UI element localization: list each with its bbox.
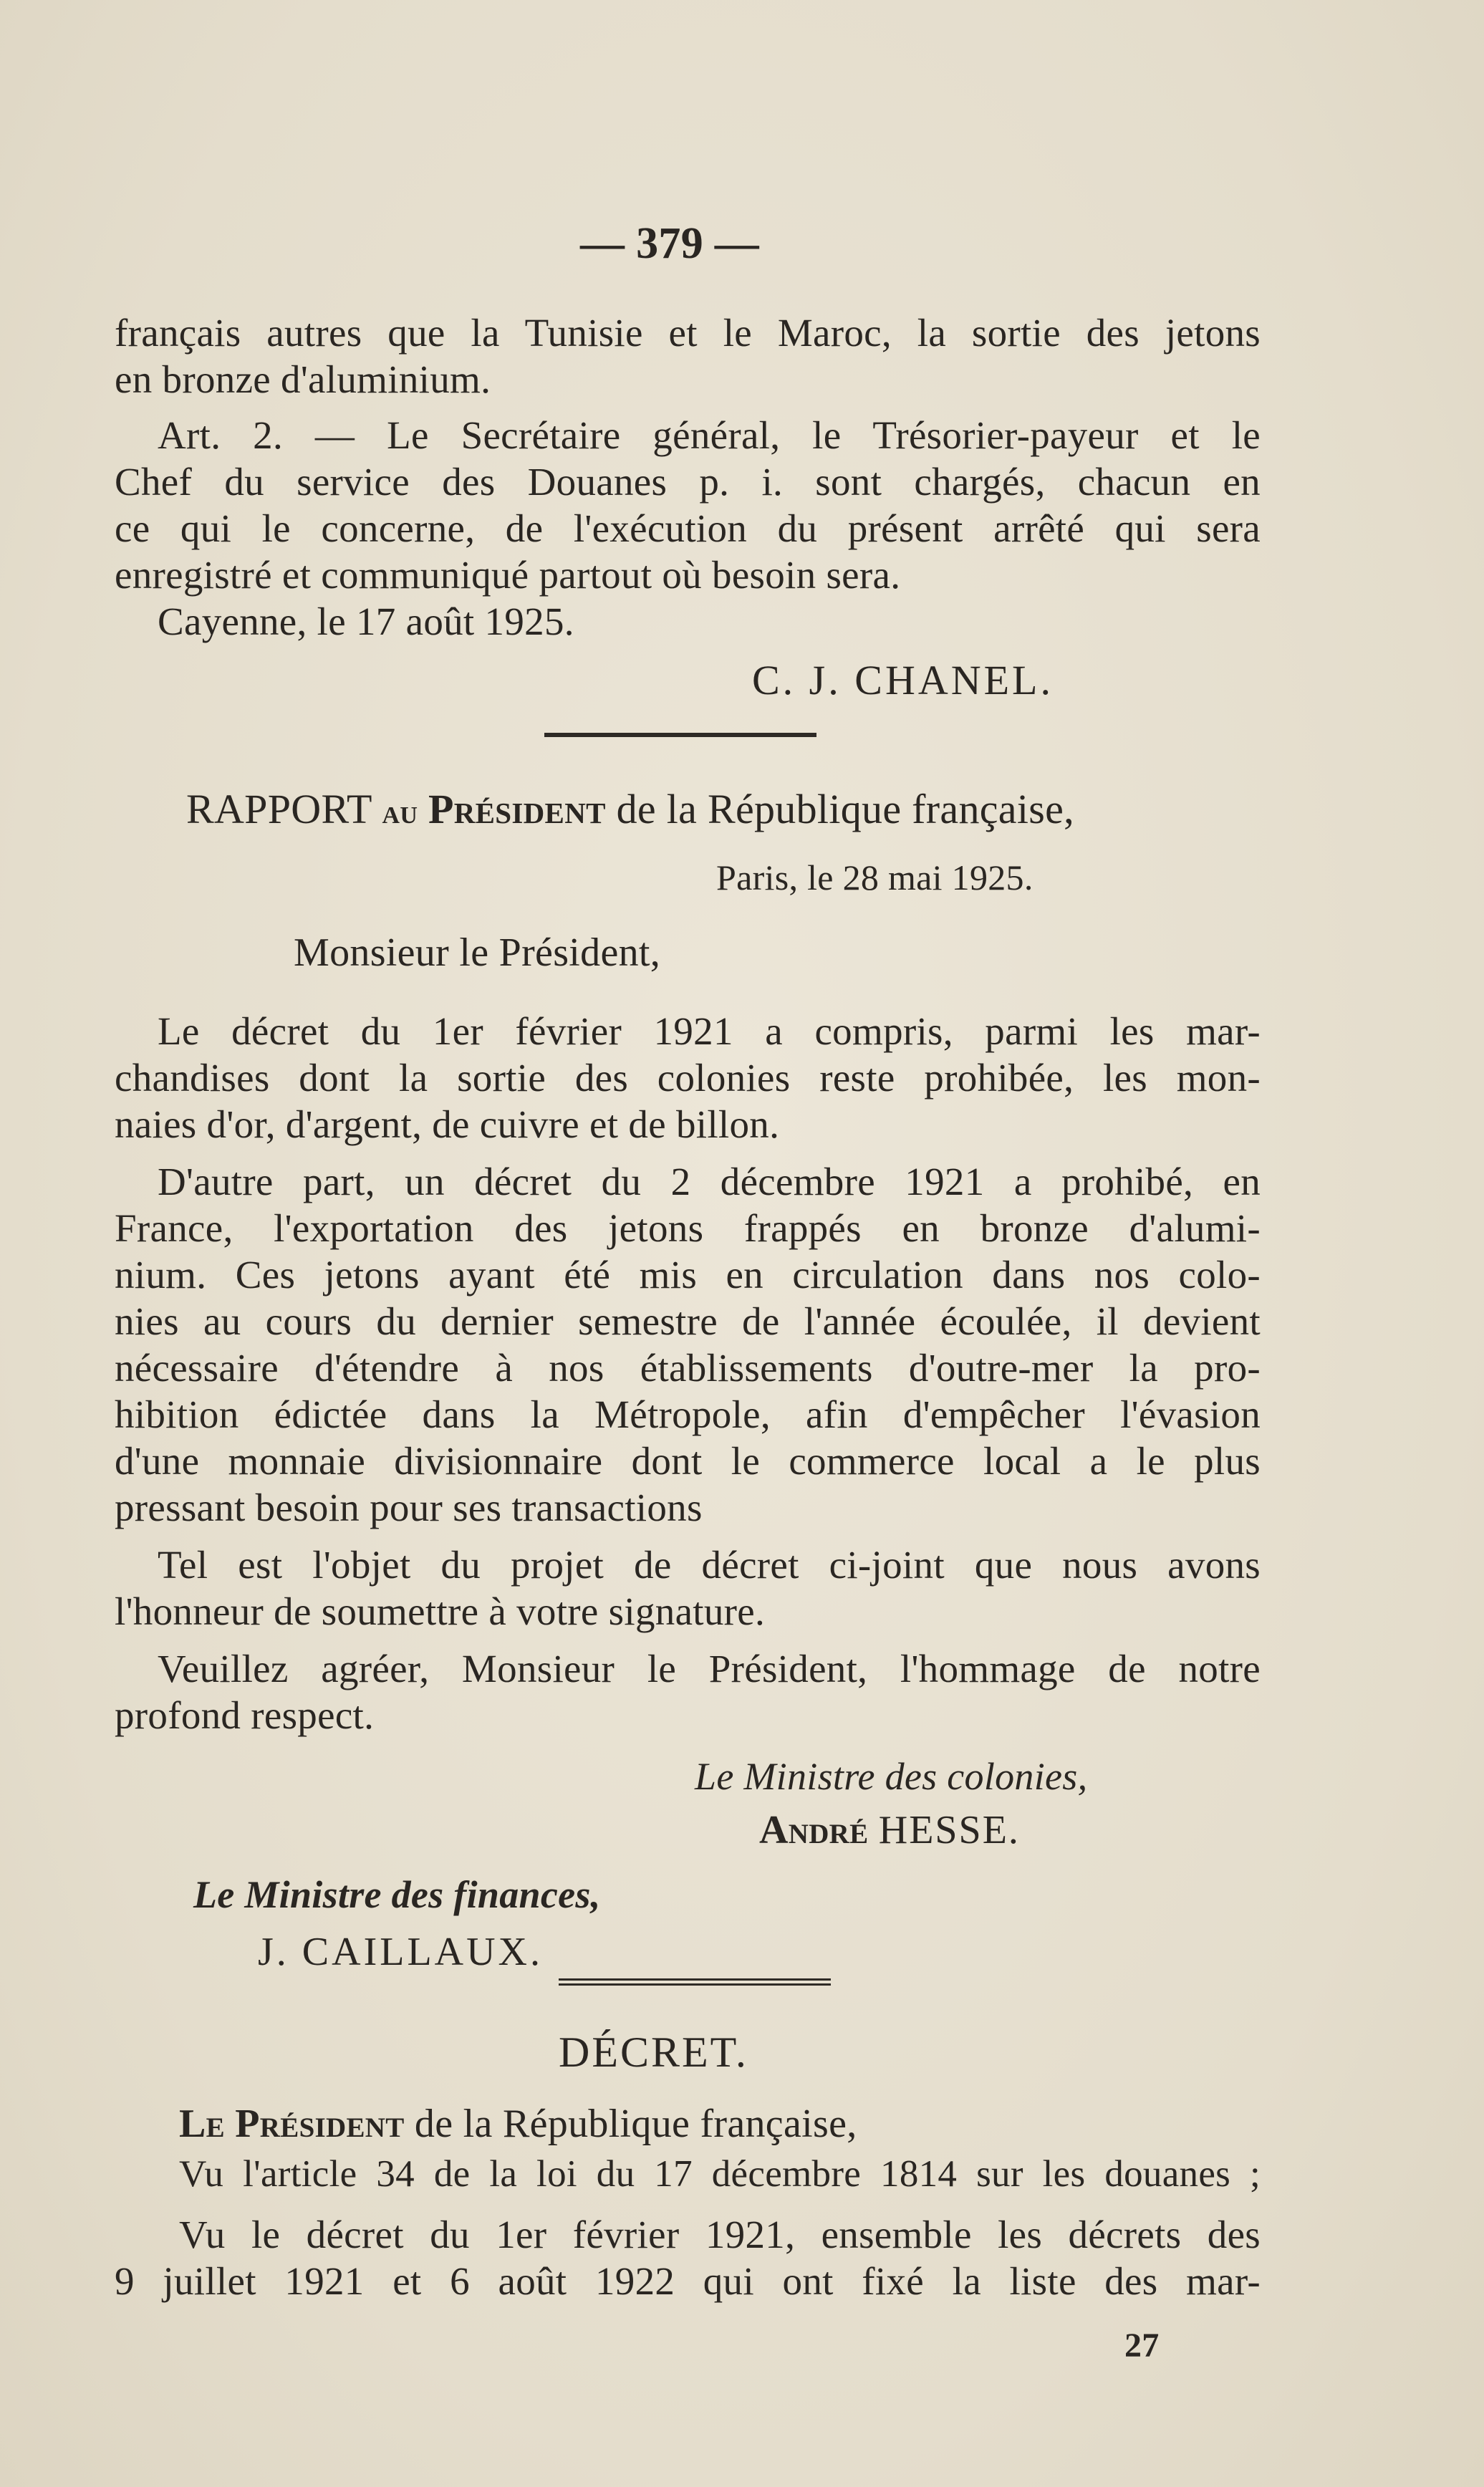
text-line: Le décret du 1er février 1921 a compris, parmi les mar- (158, 1009, 1261, 1053)
minister-colonies-title: Le Ministre des colonies, (695, 1755, 1088, 1798)
text-line: nies au cours du dernier semestre de l'année écoulée, il devient (115, 1299, 1261, 1343)
double-divider (559, 1978, 831, 1986)
place-date: Cayenne, le 17 août 1925. (158, 600, 574, 643)
text-line: ce qui le concerne, de l'exécution du présent arrêté qui sera (115, 506, 1261, 550)
rapport-word: RAPPORT (186, 786, 372, 832)
divider (544, 733, 816, 737)
text-line: nium. Ces jetons ayant été mis en circulation dans nos colo- (115, 1253, 1261, 1297)
text-line: nécessaire d'étendre à nos établissements d'outre-mer la pro- (115, 1346, 1261, 1390)
minister-finances-title: Le Ministre des finances, (193, 1873, 601, 1916)
text-line: Chef du service des Douanes p. i. sont chargés, chacun en (115, 460, 1261, 504)
text-line: français autres que la Tunisie et le Maroc, la sortie des jetons (115, 311, 1261, 355)
minister-colonies-last: HESSE. (878, 1808, 1020, 1852)
decret-president: Président (235, 2102, 405, 2146)
decret-le: Le (179, 2102, 225, 2146)
text-line: D'autre part, un décret du 2 décembre 1921 a prohibé, en (158, 1160, 1261, 1203)
text-line: profond respect. (115, 1693, 375, 1737)
text-line: France, l'exportation des jetons frappés en bronze d'alumi- (115, 1206, 1261, 1250)
text-line: Vu le décret du 1er février 1921, ensemble les décrets des (179, 2213, 1261, 2256)
text-line: 9 juillet 1921 et 6 août 1922 qui ont fixé la liste des mar- (115, 2259, 1261, 2303)
rapport-heading (186, 788, 1074, 834)
decret-preamble (179, 2102, 857, 2145)
decret-rest: de la République française, (414, 2102, 857, 2146)
rapport-au: au (382, 793, 418, 831)
rapport-date: Paris, le 28 mai 1925. (716, 857, 1034, 898)
signatory: C. J. CHANEL. (752, 657, 1054, 703)
text-line: pressant besoin pour ses transactions (115, 1486, 703, 1529)
salutation: Monsieur le Président, (294, 930, 661, 975)
minister-colonies-name (759, 1809, 1020, 1852)
text-line: hibition édictée dans la Métropole, afin d'empêcher l'évasion (115, 1392, 1261, 1436)
rapport-rest: de la République française, (616, 786, 1074, 832)
text-line: l'honneur de soumettre à votre signature. (115, 1589, 766, 1633)
text-line: naies d'or, d'argent, de cuivre et de billon. (115, 1102, 780, 1146)
page-number: — 379 — (580, 219, 760, 268)
text-line: Vu l'article 34 de la loi du 17 décembre 1814 sur les douanes ; (179, 2153, 1261, 2195)
signature-mark: 27 (1124, 2327, 1160, 2365)
text-line: chandises dont la sortie des colonies reste prohibée, les mon- (115, 1056, 1261, 1100)
text-line: Art. 2. — Le Secrétaire général, le Trésorier-payeur et le (158, 413, 1261, 457)
minister-colonies-first: André (759, 1808, 869, 1852)
text-line: d'une monnaie divisionnaire dont le commerce local a le plus (115, 1439, 1261, 1483)
text-line: Veuillez agréer, Monsieur le Président, l'hommage de notre (158, 1647, 1261, 1690)
text-line: en bronze d'aluminium. (115, 357, 491, 401)
decret-title: DÉCRET. (559, 2029, 748, 2076)
text-line: enregistré et communiqué partout où besoin sera. (115, 553, 901, 597)
rapport-president: Président (428, 786, 606, 832)
text-line: Tel est l'objet du projet de décret ci-joint que nous avons (158, 1543, 1261, 1587)
minister-finances-name: J. CAILLAUX. (258, 1930, 543, 1974)
